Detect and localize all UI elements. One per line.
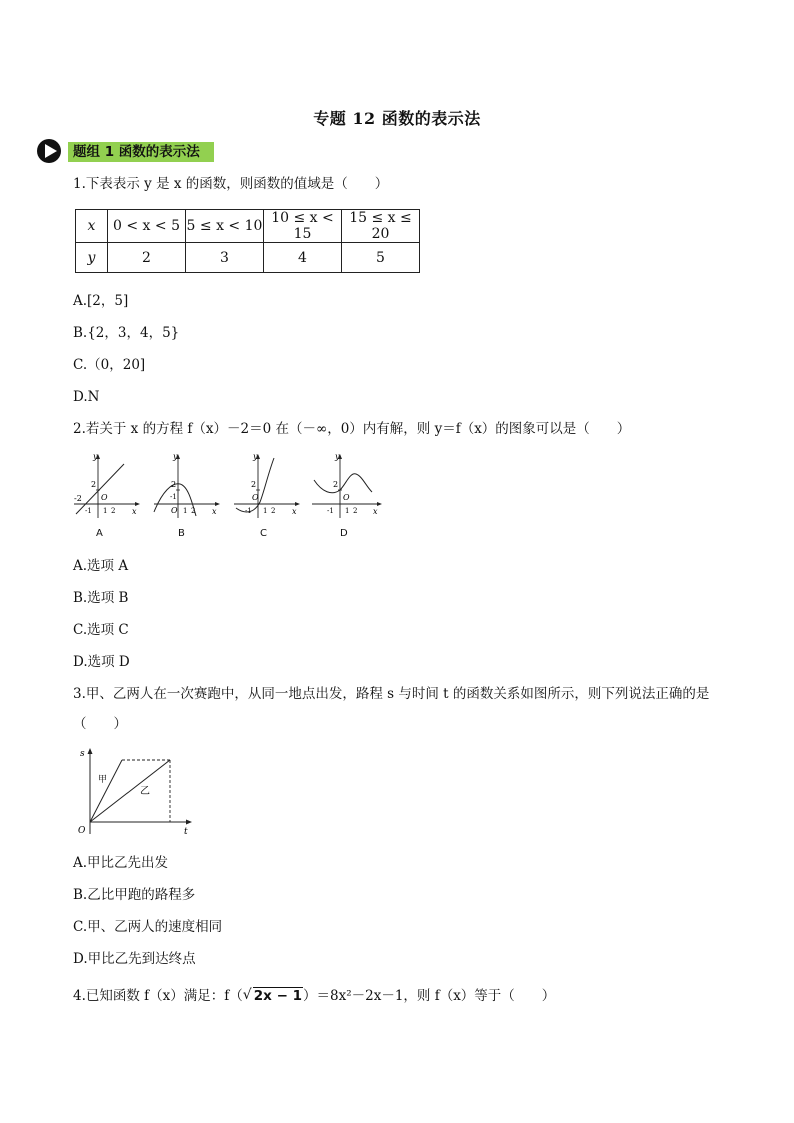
function-table [75, 209, 420, 273]
axis-t-label: t [184, 827, 188, 837]
table-cell: 3 [186, 243, 264, 273]
tick-label: 1 [103, 507, 108, 515]
question-3-stem: 3.甲、乙两人在一次赛跑中，从同一地点出发，路程 s 与时间 t 的函数关系如图所示，则下列说法正确的是 [73, 686, 710, 702]
table-cell: 5 ≤ x < 10 [186, 210, 264, 243]
table-row-y [76, 243, 420, 273]
tick-label: -2 [74, 494, 82, 503]
distance-time-graph [74, 744, 198, 838]
question-3-stem-cont: （ ） [73, 716, 127, 732]
axis-x-label: x [373, 507, 378, 516]
question-1-stem: 1.下表表示 y 是 x 的函数，则函数的值域是（ ） [73, 176, 389, 192]
yi-label: 乙 [140, 786, 150, 797]
graph-d-caption: D [340, 528, 348, 539]
group-label: 题组 1 函数的表示法 [68, 142, 214, 162]
question-4-stem [73, 986, 555, 1006]
table-cell: 4 [264, 243, 342, 273]
graph-a [72, 452, 142, 522]
q1-option-a[interactable]: A.[2，5] [73, 293, 129, 309]
axis-y-label: y [173, 452, 178, 461]
tick-label: 1 [345, 507, 350, 515]
tick-label: 2 [353, 507, 358, 515]
tick-label: 2 [91, 480, 97, 489]
table-row-x [76, 210, 420, 243]
q2-option-d[interactable]: D.选项 D [73, 654, 130, 670]
graph-c-caption: C [260, 528, 267, 539]
graph-d [310, 452, 384, 522]
q1-option-c[interactable]: C.（0，20] [73, 357, 146, 373]
table-cell: y [76, 243, 108, 273]
graph-a-caption: A [96, 528, 103, 539]
play-arrow-icon [36, 138, 62, 164]
q2-option-b[interactable]: B.选项 B [73, 590, 129, 606]
tick-label: -1 [245, 507, 252, 515]
graph-b-caption: B [178, 528, 185, 539]
q3-option-a[interactable]: A.甲比乙先出发 [73, 855, 169, 871]
tick-label: 2 [111, 507, 116, 515]
axis-x-label: x [132, 507, 137, 516]
q3-option-d[interactable]: D.甲比乙先到达终点 [73, 951, 196, 967]
table-cell: 10 ≤ x < 15 [264, 210, 342, 243]
axis-x-label: x [212, 507, 217, 516]
axis-y-label: y [253, 452, 258, 461]
sqrt-radical-icon: √ [242, 987, 252, 1003]
q4-stem-part-b: ）＝8x²－2x－1，则 f（x）等于（ ） [303, 988, 556, 1004]
tick-label: -1 [170, 493, 177, 501]
q2-option-a[interactable]: A.选项 A [73, 558, 129, 574]
page-title: 专题 12 函数的表示法 [313, 109, 481, 128]
tick-label: 1 [263, 507, 268, 515]
sqrt-radicand: 2x − 1 [253, 988, 302, 1004]
origin-label: O [78, 826, 86, 836]
tick-label: 2 [251, 480, 257, 489]
question-2-stem: 2.若关于 x 的方程 f（x）－2＝0 在（－∞，0）内有解，则 y＝f（x）的图象可以是（ ） [73, 421, 631, 437]
group-header [36, 137, 256, 167]
q3-option-b[interactable]: B.乙比甲跑的路程多 [73, 887, 196, 903]
tick-label: -1 [327, 507, 334, 515]
q3-option-c[interactable]: C.甲、乙两人的速度相同 [73, 919, 223, 935]
table-cell: 0 < x < 5 [108, 210, 186, 243]
axis-y-label: y [93, 452, 98, 461]
table-cell: 15 ≤ x ≤ 20 [342, 210, 420, 243]
graph-b [152, 452, 222, 522]
tick-label: 1 [183, 507, 188, 515]
q1-option-d[interactable]: D.N [73, 389, 100, 405]
axis-x-label: x [292, 507, 297, 516]
tick-label: -1 [85, 507, 92, 515]
table-cell: x [76, 210, 108, 243]
jia-label: 甲 [98, 775, 108, 785]
tick-label: 2 [333, 480, 339, 489]
sqrt-expression [243, 986, 303, 1006]
origin-label: O [252, 493, 259, 502]
axis-s-label: s [80, 749, 85, 759]
origin-label: O [171, 506, 178, 515]
graph-c [232, 452, 302, 522]
q4-stem-part-a: 4.已知函数 f（x）满足：f（ [73, 988, 243, 1004]
axis-y-label: y [335, 452, 340, 461]
tick-label: 2 [271, 507, 276, 515]
q1-option-b[interactable]: B.{2，3，4，5} [73, 325, 180, 341]
tick-label: 2 [191, 507, 196, 515]
table-cell: 2 [108, 243, 186, 273]
table-cell: 5 [342, 243, 420, 273]
origin-label: O [101, 493, 108, 502]
tick-label: 2 [171, 480, 177, 489]
origin-label: O [343, 493, 350, 502]
q2-option-c[interactable]: C.选项 C [73, 622, 129, 638]
